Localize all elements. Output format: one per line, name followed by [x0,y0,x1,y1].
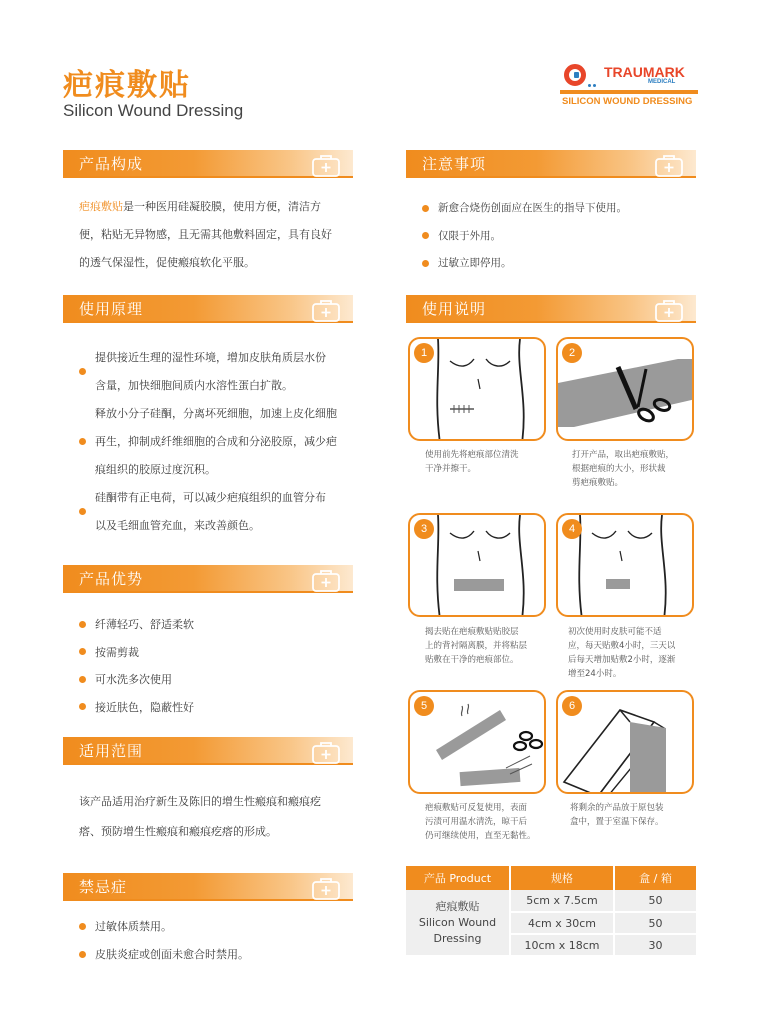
product-name-cell: 疤痕敷贴 Silicon Wound Dressing [406,890,510,956]
first-aid-kit-icon [654,298,684,322]
step-number: 4 [562,519,582,539]
product-spec-table [406,866,696,957]
list-item: 新愈合烧伤创面应在医生的指导下使用。 [422,195,702,223]
logo-mark-icon [564,64,586,86]
step-5-illustration [408,690,546,794]
step-6-illustration [556,690,694,794]
page-title: 疤痕敷贴 [63,68,191,103]
text-line: 便，粘贴无异物感，且无需其他敷料固定，具有良好 [79,228,332,241]
step-number: 6 [562,696,582,716]
table-header: 产品 Product [406,866,510,890]
contraindications-list [79,913,364,969]
section-title: 产品构成 [79,155,144,173]
section-precautions-header [406,150,696,178]
step-5-caption: 疤痕敷贴可反复使用，表面 污渍可用温水清洗，晾干后 仍可继续使用，直至无黏性。 [425,803,536,841]
step-3-caption: 揭去贴在疤痕敷贴贴胶层 上的背衬隔离膜，并将粘层 贴敷在干净的疤痕部位。 [425,627,528,665]
list-item: 过敏体质禁用。 [79,913,364,941]
list-item: 仅限于外用。 [422,223,702,251]
composition-text [79,193,359,277]
table-header: 盒 / 箱 [614,866,696,890]
page-subtitle: Silicon Wound Dressing [63,101,244,120]
first-aid-kit-icon [311,740,341,764]
step-6-caption: 将剩余的产品放于原包装 盒中，置于室温下保存。 [570,803,664,827]
first-aid-kit-icon [311,298,341,322]
step-number: 1 [414,343,434,363]
spec-cell: 5cm x 7.5cm [510,890,614,912]
section-title: 使用说明 [422,300,487,318]
list-item: 过敏立即停用。 [422,250,702,278]
logo-sub: MEDICAL [648,79,676,85]
logo-tagline: SILICON WOUND DRESSING [562,96,693,107]
list-item: 纤薄轻巧、舒适柔软 [79,611,359,639]
section-title: 适用范围 [79,742,144,760]
section-title: 注意事项 [422,155,487,173]
section-composition-header [63,150,353,178]
step-number: 5 [414,696,434,716]
list-item: 硅酮带有正电荷，可以减少疤痕组织的血管分布 以及毛细血管充血，来改善颜色。 [79,484,364,540]
qty-cell: 50 [614,890,696,912]
step-number: 3 [414,519,434,539]
scope-text [79,787,364,847]
step-2-caption: 打开产品，取出疤痕敷贴， 根据疤痕的大小，形状裁 剪疤痕敷贴。 [572,450,675,488]
section-title: 使用原理 [79,300,144,318]
text-line: 该产品适用治疗新生及陈旧的增生性瘢痕和瘢痕疙 [79,795,321,808]
text-line: 的透气保湿性，促使瘢痕软化平服。 [79,256,255,269]
logo-name: TRAUMARK [604,64,685,80]
table-row [406,890,696,912]
section-contraindications-header [63,873,353,901]
first-aid-kit-icon [654,153,684,177]
first-aid-kit-icon [311,876,341,900]
step-1-illustration [408,337,546,441]
section-title: 禁忌症 [79,878,128,896]
list-item: 按需剪裁 [79,639,359,667]
list-item: 接近肤色，隐蔽性好 [79,694,359,722]
step-number: 2 [562,343,582,363]
qty-cell: 50 [614,912,696,934]
section-principle-header [63,295,353,323]
text-line: 瘩、预防增生性瘢痕和瘢痕疙瘩的形成。 [79,825,277,838]
list-item: 皮肤炎症或创面未愈合时禁用。 [79,941,364,969]
step-4-illustration [556,513,694,617]
advantages-list [79,611,359,721]
text-line: 是一种医用硅凝胶膜，使用方便，清洁方 [123,200,321,213]
logo-dots-icon [588,72,604,78]
step-4-caption: 初次使用时皮肤可能不适 应，每天贴敷4小时，三天以 后每天增加贴敷2小时，逐渐 增至24小时。 [568,627,676,679]
precautions-list [422,195,702,278]
step-3-illustration [408,513,546,617]
qty-cell: 30 [614,934,696,956]
list-item: 可水洗多次使用 [79,666,359,694]
table-header-row [406,866,696,890]
spec-cell: 10cm x 18cm [510,934,614,956]
section-title: 产品优势 [79,570,144,588]
step-2-illustration [556,337,694,441]
section-advantages-header [63,565,353,593]
first-aid-kit-icon [311,568,341,592]
first-aid-kit-icon [311,153,341,177]
logo-bar [560,90,698,94]
highlight-term: 疤痕敷贴 [79,200,123,213]
section-instructions-header [406,295,696,323]
list-item: 释放小分子硅酮，分离坏死细胞，加速上皮化细胞 再生，抑制成纤维细胞的合成和分泌胶原，减少疤 痕组织的胶原过度沉积。 [79,400,364,484]
table-header: 规格 [510,866,614,890]
principle-list [79,344,364,540]
spec-cell: 4cm x 30cm [510,912,614,934]
brand-logo [560,62,700,110]
step-1-caption: 使用前先将疤痕部位清洗 干净并擦干。 [425,450,519,474]
list-item: 提供接近生理的湿性环境，增加皮肤角质层水份 含量，加快细胞间质内水溶性蛋白扩散。 [79,344,364,400]
section-scope-header [63,737,353,765]
